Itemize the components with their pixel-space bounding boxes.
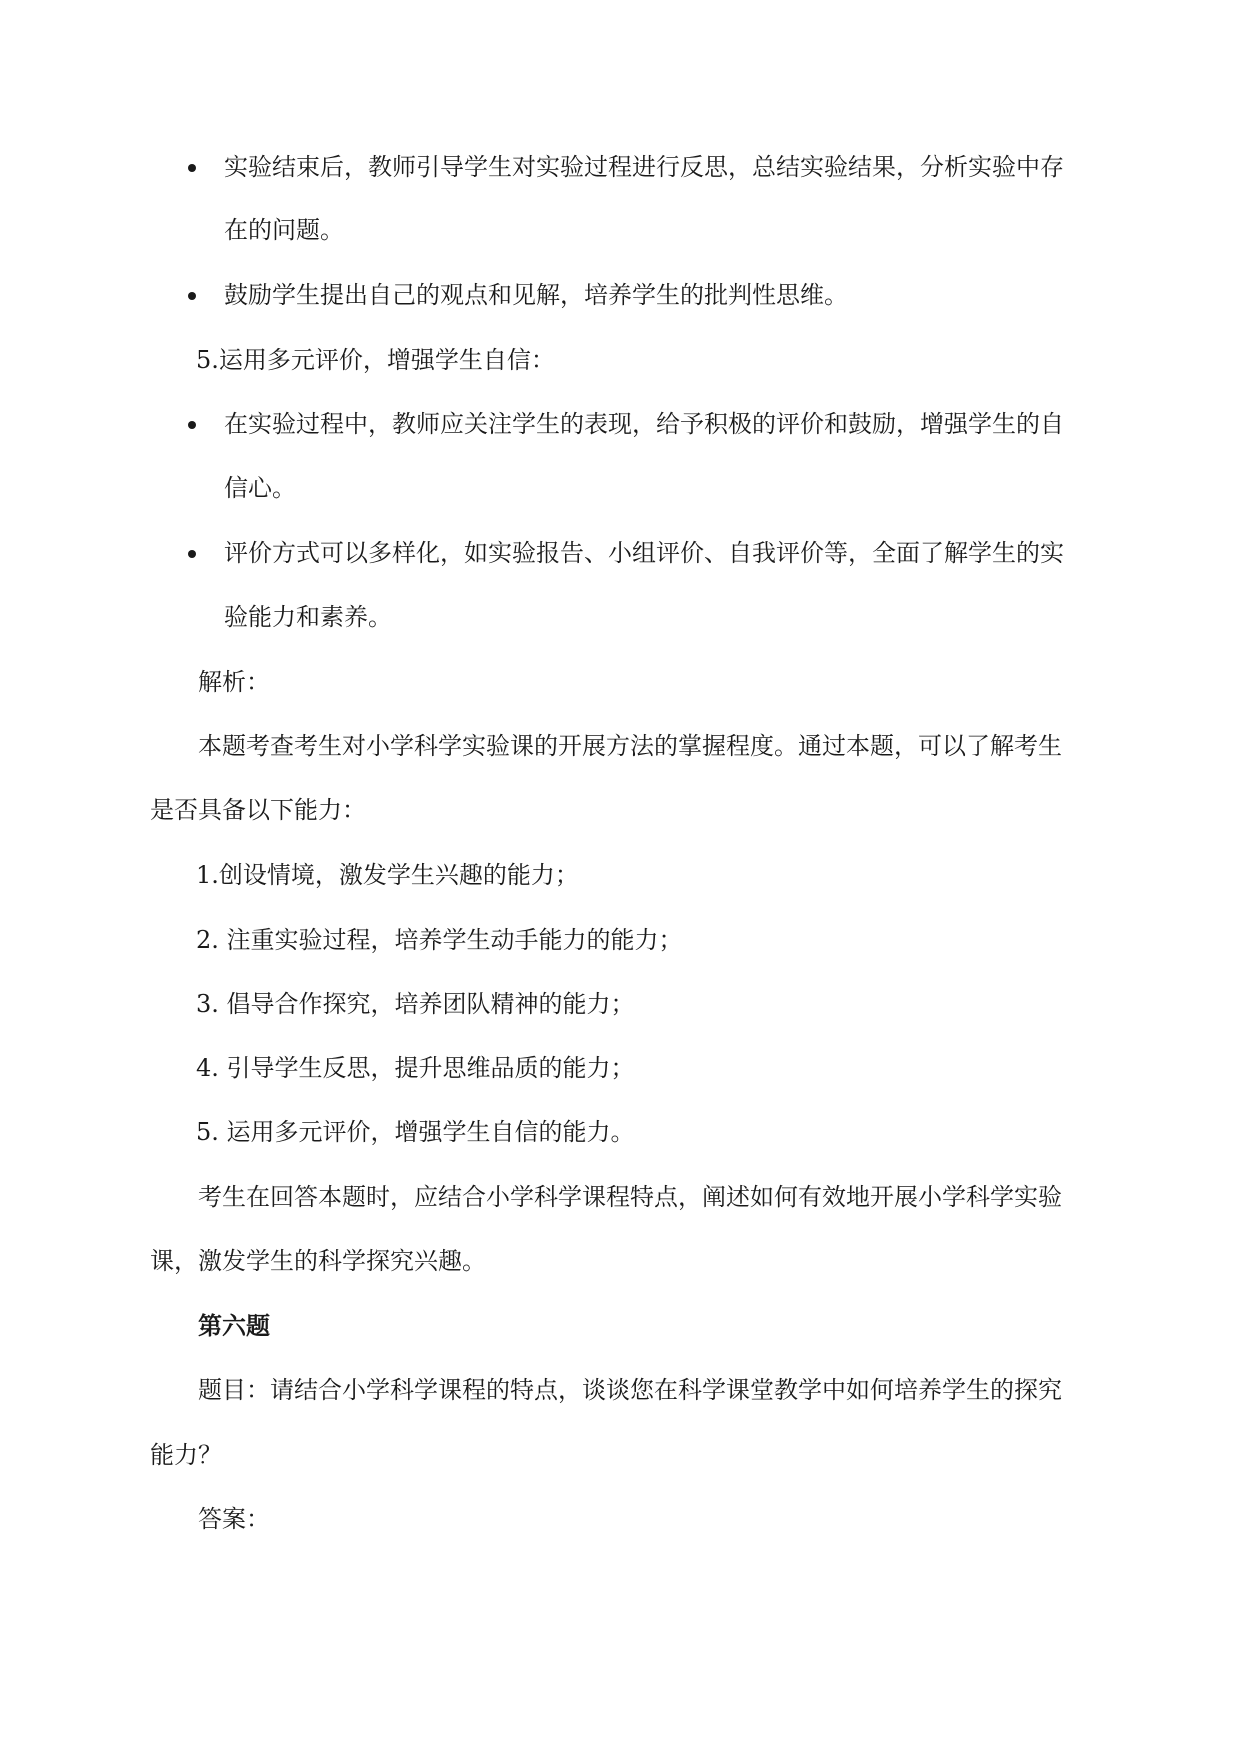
bullet-text-continuation: 在的问题。 — [224, 216, 344, 244]
ability-item: 3. 倡导合作探究，培养团队精神的能力； — [196, 990, 635, 1018]
analysis-label: 解析： — [198, 668, 270, 696]
bullet-dot — [188, 292, 196, 300]
bullet-text: 实验结束后，教师引导学生对实验过程进行反思，总结实验结果，分析实验中存 — [224, 153, 1064, 181]
question-text-continuation: 能力？ — [150, 1441, 222, 1469]
analysis-paragraph: 本题考查考生对小学科学实验课的开展方法的掌握程度。通过本题，可以了解考生 — [198, 732, 1062, 760]
section-subheading: 5.运用多元评价，增强学生自信： — [196, 346, 555, 374]
conclusion-paragraph: 考生在回答本题时，应结合小学科学课程特点，阐述如何有效地开展小学科学实验 — [198, 1183, 1062, 1211]
ability-item: 5. 运用多元评价，增强学生自信的能力。 — [196, 1118, 635, 1146]
ability-item: 2. 注重实验过程，培养学生动手能力的能力； — [196, 926, 683, 954]
bullet-dot — [188, 550, 196, 558]
bullet-text-continuation: 信心。 — [224, 474, 296, 502]
bullet-dot — [188, 421, 196, 429]
conclusion-paragraph-continuation: 课，激发学生的科学探究兴趣。 — [150, 1247, 486, 1275]
bullet-text: 在实验过程中，教师应关注学生的表现，给予积极的评价和鼓励，增强学生的自 — [224, 410, 1064, 438]
bullet-text: 鼓励学生提出自己的观点和见解，培养学生的批判性思维。 — [224, 281, 848, 309]
question-heading: 第六题 — [198, 1311, 270, 1340]
ability-item: 4. 引导学生反思，提升思维品质的能力； — [196, 1054, 635, 1082]
analysis-paragraph-continuation: 是否具备以下能力： — [150, 796, 366, 824]
question-text: 题目：请结合小学科学课程的特点，谈谈您在科学课堂教学中如何培养学生的探究 — [198, 1376, 1062, 1404]
ability-item: 1.创设情境，激发学生兴趣的能力； — [196, 861, 579, 889]
answer-label: 答案： — [198, 1505, 270, 1533]
bullet-text: 评价方式可以多样化，如实验报告、小组评价、自我评价等，全面了解学生的实 — [224, 539, 1064, 567]
bullet-dot — [188, 164, 196, 172]
bullet-text-continuation: 验能力和素养。 — [224, 603, 392, 631]
